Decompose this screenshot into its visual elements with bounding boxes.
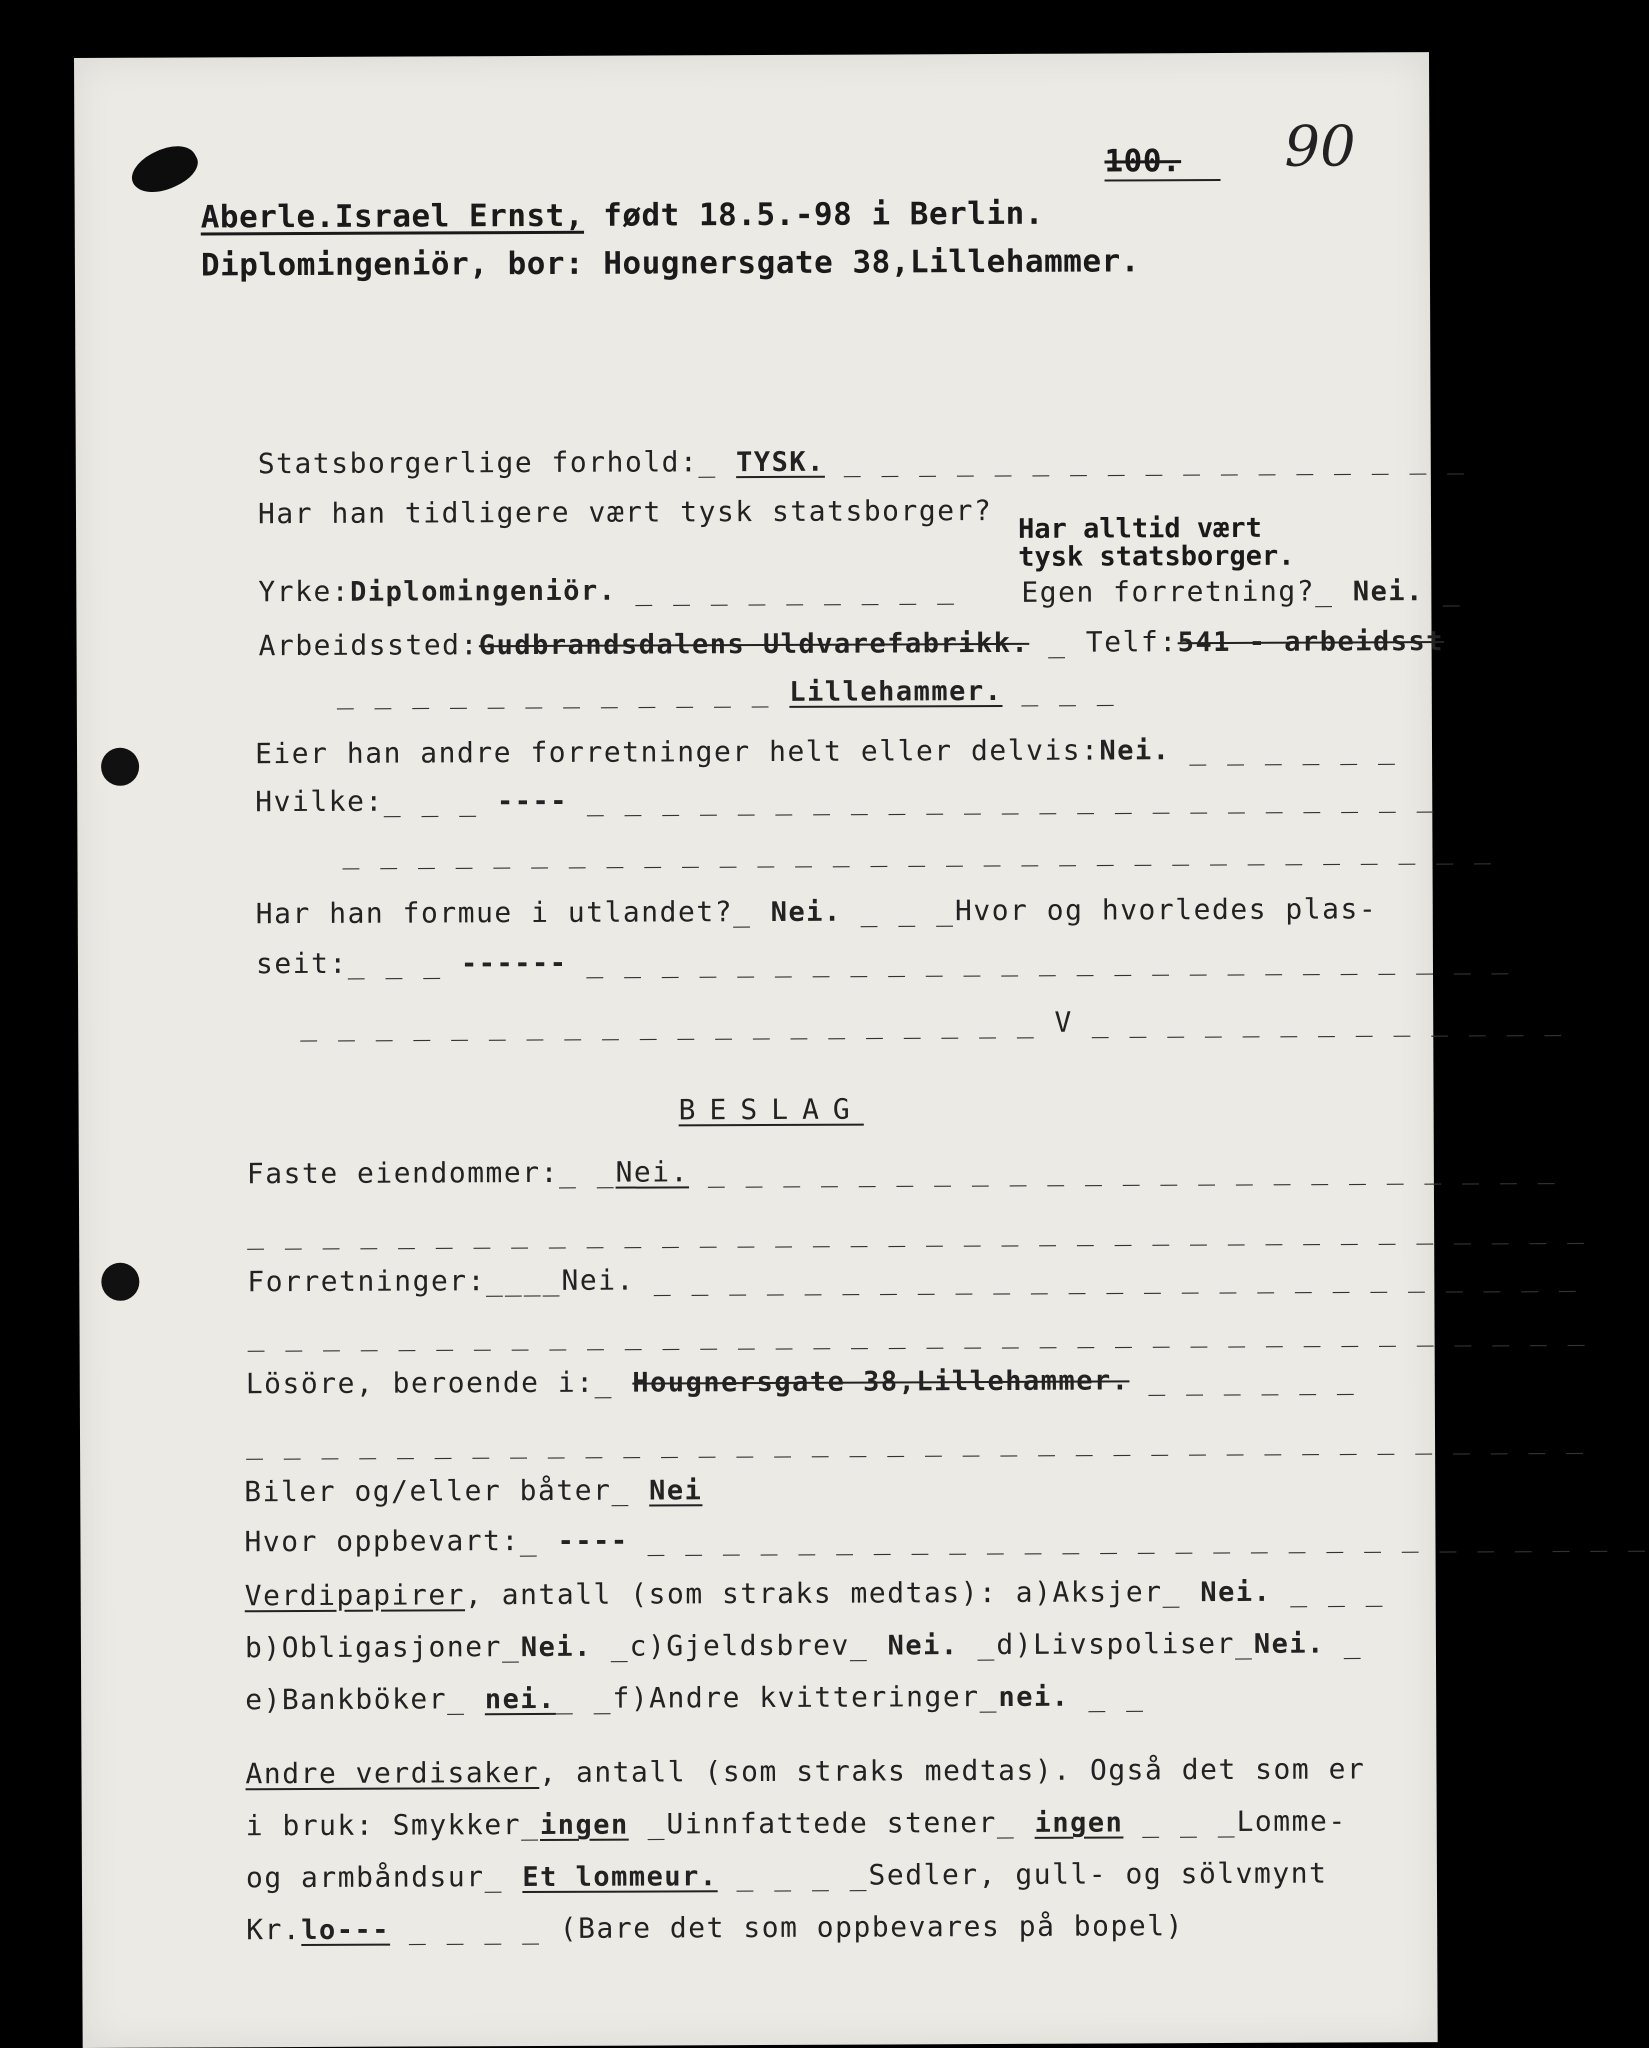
gjeld-value: Nei. bbox=[887, 1630, 959, 1662]
row-faste-2: _ _ _ _ _ _ _ _ _ _ _ _ _ _ _ _ _ _ _ _ _ _ _ _ _ _ _ _ _ _ _ _ _ _ _ _ bbox=[247, 1211, 1587, 1251]
punch-hole-top bbox=[101, 748, 139, 786]
row-eier: Eier han andre forretninger helt eller delvis:Nei. _ _ _ _ _ _ bbox=[254, 732, 1397, 771]
number-underline bbox=[1105, 179, 1221, 182]
hvor-oppbevart-label: Hvor oppbevart: bbox=[244, 1524, 520, 1559]
verdipapirer-rest: , antall (som straks medtas): a)Aksjer bbox=[464, 1575, 1163, 1612]
row-armbandsur: og armbåndsur_ Et lommeur. _ _ _ _Sedler, gull- og sölvmynt bbox=[245, 1856, 1328, 1895]
armband-label: og armbåndsur bbox=[245, 1860, 485, 1895]
statsborger-value: TYSK. bbox=[736, 446, 825, 479]
telf-label: Telf: bbox=[1085, 625, 1178, 659]
uinn-label: Uinnfattede stener bbox=[666, 1805, 997, 1841]
biler-label: Biler og/eller båter bbox=[244, 1473, 612, 1509]
i-bruk-label: i bruk: Smykker bbox=[245, 1808, 522, 1843]
eier-value: Nei. bbox=[1099, 735, 1171, 767]
hvilke-label: Hvilke: bbox=[255, 784, 384, 819]
row-kr: Kr.lo--- _ _ _ _ (Bare det som oppbevares på bopel) bbox=[246, 1909, 1184, 1947]
row-egen-forretning: Egen forretning?_ Nei. _ bbox=[1021, 573, 1462, 609]
kr-label: Kr. bbox=[246, 1913, 302, 1947]
row-arbeidssted: Arbeidssted:Gudbrandsdalens Uldvarefabrikk. _ Telf:541 - arbeidsst bbox=[258, 625, 1445, 663]
livs-label: d)Livspoliser bbox=[996, 1626, 1236, 1661]
bare-label: (Bare det som oppbevares på bopel) bbox=[559, 1909, 1184, 1945]
v-mark: V bbox=[1054, 1005, 1073, 1039]
oblig-label: b)Obligasjoner bbox=[244, 1630, 503, 1665]
tidligere-value: Har alltid vært tysk statsborger. bbox=[1017, 512, 1295, 573]
statsborger-label: Statsborgerlige forhold: bbox=[257, 445, 699, 481]
hvilke-value: ---- bbox=[496, 785, 569, 818]
row-bankboker: e)Bankböker_ nei._ _f)Andre kvitteringer_nei. _ _ bbox=[245, 1679, 1145, 1717]
armband-value: Et lommeur. bbox=[522, 1861, 718, 1894]
arbeidssted-value: Gudbrandsdalens Uldvarefabrikk. bbox=[478, 627, 1030, 662]
arbeidssted-label: Arbeidssted: bbox=[258, 628, 479, 663]
row-hvor-oppbevart: Hvor oppbevart:_ ---- _ _ _ _ _ _ _ _ _ _ _ _ _ _ _ _ _ _ _ _ _ _ _ _ _ _ _ bbox=[244, 1519, 1647, 1559]
row-seit: seit:_ _ _ ------ _ _ _ _ _ _ _ _ _ _ _ _ _ _ _ _ _ _ _ _ _ _ _ _ _ bbox=[255, 941, 1511, 981]
handwritten-page-number: 90 bbox=[1284, 114, 1356, 180]
row-losore-2: _ _ _ _ _ _ _ _ _ _ _ _ _ _ _ _ _ _ _ _ _ _ _ _ _ _ _ _ _ _ _ _ _ _ _ _ bbox=[245, 1421, 1585, 1461]
row-forretninger: Forretninger:____Nei. _ _ _ _ _ _ _ _ _ _ _ _ _ _ _ _ _ _ _ _ _ _ _ _ _ bbox=[247, 1259, 1578, 1299]
andre-kv-value: nei. bbox=[998, 1681, 1070, 1713]
andre-kv-label: f)Andre kvitteringer bbox=[612, 1680, 980, 1715]
hvor-oppbevart-value: ---- bbox=[557, 1525, 629, 1557]
seit-label: seit: bbox=[255, 946, 348, 981]
document-page bbox=[74, 52, 1647, 2048]
andre-verdi-label: Andre verdisaker bbox=[245, 1755, 540, 1791]
punch-hole-bottom bbox=[101, 1263, 139, 1301]
telf-value: 541 - arbeidsst bbox=[1177, 626, 1445, 659]
forretninger-value: Nei. bbox=[561, 1263, 635, 1297]
faste-value: Nei. bbox=[615, 1155, 690, 1189]
andre-verdi-rest: , antall (som straks medtas). Også det som er bbox=[539, 1752, 1366, 1789]
person-name: Aberle.Israel Ernst, bbox=[200, 197, 585, 236]
losore-value: Hougnersgate 38,Lillehammer. bbox=[632, 1365, 1130, 1399]
row-faste: Faste eiendommer:_ _Nei. _ _ _ _ _ _ _ _ _ _ _ _ _ _ _ _ _ _ _ _ _ _ _ bbox=[246, 1151, 1557, 1191]
arbeidssted-value-2: Lillehammer. bbox=[789, 675, 1003, 708]
row-seit-2: _ _ _ _ _ _ _ _ _ _ _ _ _ _ _ _ _ _ _ _ V _ _ _ _ _ _ _ _ _ _ _ _ _ bbox=[300, 1003, 1564, 1043]
gjeld-label: c)Gjeldsbrev bbox=[629, 1628, 850, 1663]
person-line-2: Diplomingeniör, bor: Hougnersgate 38,Lillehammer. bbox=[200, 243, 1140, 284]
beslag-title: BESLAG bbox=[678, 1092, 864, 1127]
forretninger-label: Forretninger: bbox=[247, 1264, 487, 1299]
uinn-value: ingen bbox=[1034, 1807, 1124, 1839]
faste-label: Faste eiendommer: bbox=[246, 1155, 560, 1191]
row-verdipapirer: Verdipapirer, antall (som straks medtas): a)Aksjer_ Nei. _ _ _ bbox=[244, 1574, 1385, 1613]
losore-label: Lösöre, beroende i: bbox=[245, 1365, 595, 1401]
row-i-bruk: i bruk: Smykker_ingen _Uinnfattede stener_ ingen _ _ _Lomme- bbox=[245, 1804, 1347, 1843]
yrke-value: Diplomingeniör. bbox=[350, 575, 617, 608]
seit-value: ------ bbox=[460, 947, 568, 980]
formue-value: Nei. bbox=[770, 896, 842, 928]
row-obligasjoner: b)Obligasjoner_Nei. _c)Gjeldsbrev_ Nei. _d)Livspoliser_Nei. _ bbox=[244, 1626, 1363, 1665]
row-hvilke-2: _ _ _ _ _ _ _ _ _ _ _ _ _ _ _ _ _ _ _ _ _ _ _ _ _ _ _ _ _ _ _ bbox=[342, 831, 1493, 870]
row-forretninger-2: _ _ _ _ _ _ _ _ _ _ _ _ _ _ _ _ _ _ _ _ _ _ _ _ _ _ _ _ _ _ _ _ _ _ _ _ bbox=[247, 1313, 1587, 1353]
row-andre-verdisaker bbox=[245, 1752, 1365, 1790]
egen-value: Nei. bbox=[1352, 576, 1424, 608]
row-arbeidssted-2: _ _ _ _ _ _ _ _ _ _ _ _ Lillehammer. _ _ _ bbox=[336, 673, 1116, 710]
bank-label: e)Bankböker bbox=[245, 1682, 448, 1717]
sedler-label: Sedler, gull- og sölvmynt bbox=[868, 1856, 1328, 1892]
row-hvilke: Hvilke:_ _ _ ---- _ _ _ _ _ _ _ _ _ _ _ _ _ _ _ _ _ _ _ _ _ _ _ bbox=[255, 780, 1436, 819]
row-statsborger: Statsborgerlige forhold:_ TYSK. _ _ _ _ _ _ _ _ _ _ _ _ _ _ _ _ _ bbox=[257, 441, 1467, 481]
formue-label: Har han formue i utlandet? bbox=[255, 895, 734, 931]
bank-value: nei. bbox=[484, 1683, 556, 1716]
document-number: 100. bbox=[1104, 143, 1182, 180]
egen-label: Egen forretning? bbox=[1021, 574, 1316, 609]
oblig-value: Nei. bbox=[520, 1631, 592, 1664]
verdipapirer-label: Verdipapirer bbox=[244, 1578, 466, 1613]
biler-value: Nei bbox=[649, 1475, 703, 1507]
lomme-label: Lomme- bbox=[1236, 1804, 1347, 1838]
eier-label: Eier han andre forretninger helt eller delvis: bbox=[254, 733, 1100, 771]
row-yrke: Yrke:Diplomingeniör. _ _ _ _ _ _ _ _ _ bbox=[258, 572, 956, 609]
tidligere-label: Har han tidligere vært tysk statsborger? bbox=[257, 493, 993, 531]
person-line-1 bbox=[201, 196, 1044, 236]
ink-blot bbox=[125, 136, 204, 203]
kr-value: lo--- bbox=[301, 1914, 391, 1947]
hvor-label: Hvor og hvorledes plas- bbox=[954, 892, 1378, 928]
livs-value: Nei. bbox=[1253, 1628, 1325, 1660]
aksjer-value: Nei. bbox=[1200, 1576, 1272, 1609]
smykker-value: ingen bbox=[539, 1809, 629, 1841]
row-biler: Biler og/eller båter_ Nei bbox=[244, 1473, 703, 1509]
row-tidligere bbox=[258, 494, 992, 530]
birth-info: født 18.5.-98 i Berlin. bbox=[603, 195, 1044, 234]
row-losore: Lösöre, beroende i:_ Hougnersgate 38,Lillehammer. _ _ _ _ _ _ bbox=[245, 1362, 1356, 1401]
yrke-label: Yrke: bbox=[258, 574, 351, 609]
row-formue: Har han formue i utlandet?_ Nei. _ _ _Hvor og hvorledes plas- bbox=[255, 892, 1378, 931]
